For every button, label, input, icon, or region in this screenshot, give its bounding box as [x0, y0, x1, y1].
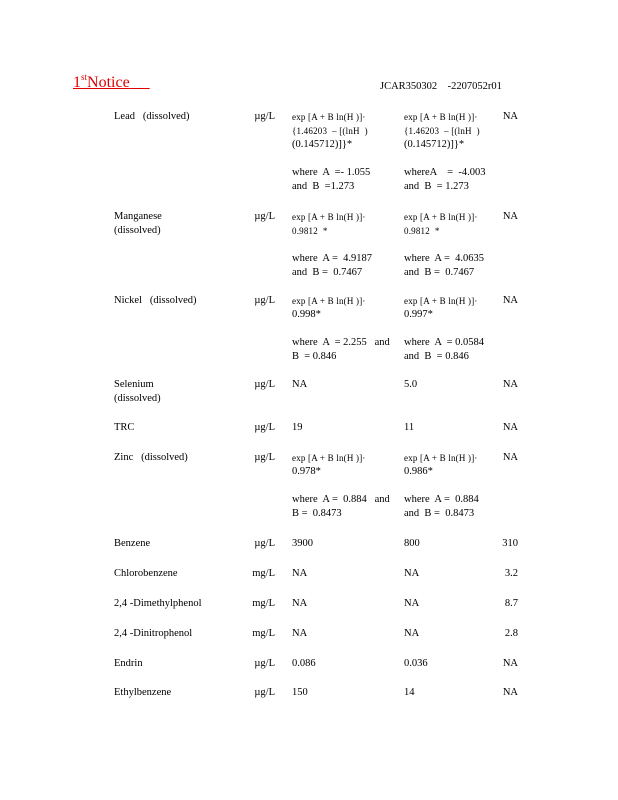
- human-health-value: NA: [502, 211, 518, 222]
- acute-value: NA: [292, 598, 308, 609]
- unit: µg/L: [254, 658, 275, 669]
- acute-value: exp [A + B ln(H )]· 0.998* where A = 2.255 and B = 0.846: [292, 296, 390, 362]
- acute-value: 0.086: [292, 658, 316, 669]
- unit: µg/L: [254, 379, 275, 390]
- parameter-name: 2,4 -Dimethylphenol: [114, 598, 202, 609]
- human-health-value: NA: [502, 111, 518, 122]
- unit: µg/L: [254, 687, 275, 698]
- notice-suffix: st: [81, 72, 88, 82]
- acute-value: exp [A + B ln(H )]· {1.46203 ‒ [(lnH ) (0.145712)]}* where A =- 1.055 and B =1.273: [292, 112, 371, 192]
- unit: µg/L: [254, 422, 275, 433]
- acute-value: exp [A + B ln(H )]· 0.978* where A = 0.884 and B = 0.8473: [292, 453, 390, 519]
- unit: µg/L: [254, 211, 275, 222]
- parameter-name: Zinc (dissolved): [114, 452, 188, 463]
- chronic-value: NA: [404, 628, 420, 639]
- parameter-name: Selenium (dissolved): [114, 379, 161, 404]
- chronic-value: 11: [404, 422, 415, 433]
- chronic-value: exp [A + B ln(H )]· {1.46203 ‒ [(lnH ) (0.145712)]}* whereA = -4.003 and B = 1.273: [404, 112, 486, 192]
- notice-word: Notice: [87, 74, 130, 91]
- chronic-value: 5.0: [404, 379, 418, 390]
- acute-value: NA: [292, 628, 308, 639]
- parameter-name: Nickel (dissolved): [114, 295, 197, 306]
- human-health-value: NA: [502, 422, 518, 433]
- unit: mg/L: [252, 568, 275, 579]
- notice-heading: [73, 74, 150, 92]
- notice-number: 1: [73, 74, 81, 91]
- unit: µg/L: [254, 111, 275, 122]
- parameter-name: Ethylbenzene: [114, 687, 172, 698]
- acute-value: NA: [292, 568, 308, 579]
- chronic-value: exp [A + B ln(H )]· 0.997* where A = 0.0584 and B = 0.846: [404, 296, 484, 362]
- human-health-value: 3.2: [504, 568, 518, 579]
- unit: µg/L: [254, 295, 275, 306]
- human-health-value: 2.8: [504, 628, 518, 639]
- chronic-value: NA: [404, 598, 420, 609]
- parameter-name: Lead (dissolved): [114, 111, 190, 122]
- parameter-name: TRC: [114, 422, 135, 433]
- parameter-name: Benzene: [114, 538, 151, 549]
- human-health-value: NA: [502, 687, 518, 698]
- unit: µg/L: [254, 452, 275, 463]
- unit: mg/L: [252, 628, 275, 639]
- chronic-value: 0.036: [404, 658, 428, 669]
- chronic-value: 800: [404, 538, 420, 549]
- chronic-value: exp [A + B ln(H )]· 0.9812 * where A = 4.0635 and B = 0.7467: [404, 212, 484, 278]
- human-health-value: NA: [502, 658, 518, 669]
- chronic-value: 14: [404, 687, 415, 698]
- acute-value: 19: [292, 422, 303, 433]
- human-health-value: NA: [502, 452, 518, 463]
- chronic-value: exp [A + B ln(H )]· 0.986* where A = 0.884 and B = 0.8473: [404, 453, 479, 519]
- acute-value: NA: [292, 379, 308, 390]
- document-id: JCAR350302 -2207052r01: [380, 81, 502, 92]
- parameter-name: Endrin: [114, 658, 143, 669]
- human-health-value: 8.7: [504, 598, 518, 609]
- human-health-value: NA: [502, 295, 518, 306]
- unit: mg/L: [252, 598, 275, 609]
- acute-value: exp [A + B ln(H )]· 0.9812 * where A = 4.9187 and B = 0.7467: [292, 212, 372, 278]
- parameter-name: Manganese (dissolved): [114, 211, 162, 236]
- human-health-value: NA: [502, 379, 518, 390]
- parameter-name: 2,4 -Dinitrophenol: [114, 628, 193, 639]
- chronic-value: NA: [404, 568, 420, 579]
- human-health-value: 310: [502, 538, 518, 549]
- parameter-name: Chlorobenzene: [114, 568, 178, 579]
- acute-value: 150: [292, 687, 308, 698]
- acute-value: 3900: [292, 538, 313, 549]
- unit: µg/L: [254, 538, 275, 549]
